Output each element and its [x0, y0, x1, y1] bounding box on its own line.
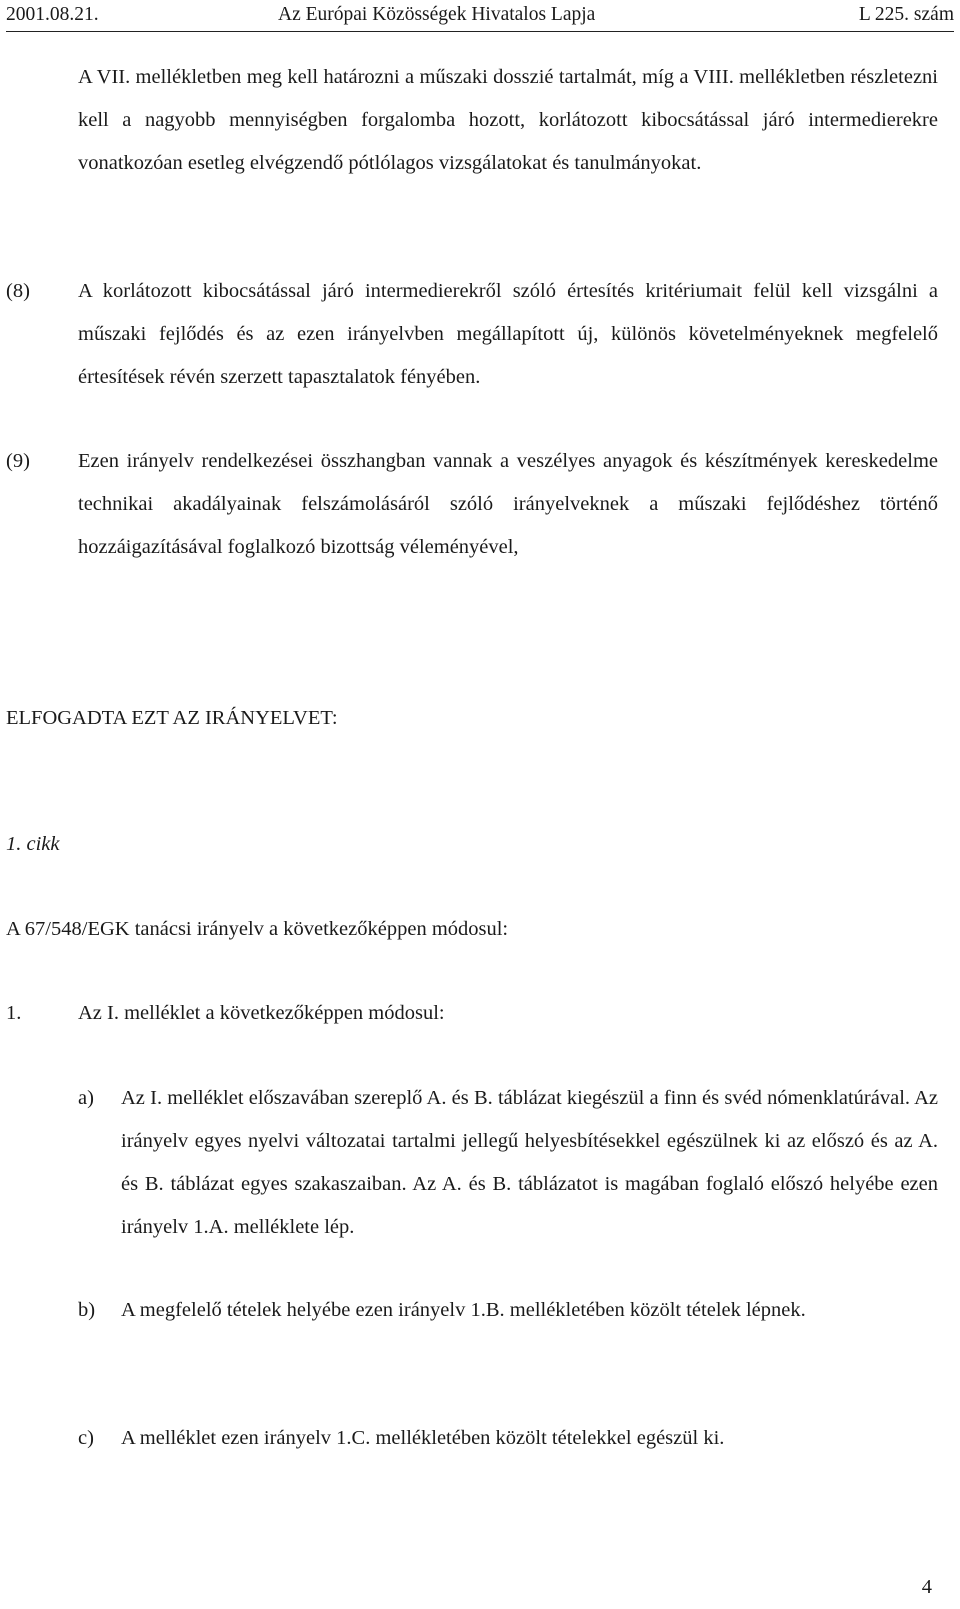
recital-9-text: Ezen irányelv rendelkezései összhangban vannak a veszélyes anyagok és készítmények kereskedelme technikai akadályainak felszámolásáról szóló irányelveknek a műszaki fejlődéshez történő hozzáigazításával foglalkozó bizottság véleményével, — [78, 450, 938, 558]
header-issue-number: L 225. szám — [858, 4, 954, 25]
item-c-label: c) — [78, 1427, 94, 1449]
item-b-text: A megfelelő tételek helyébe ezen irányelv 1.B. mellékletében közölt tételek lépnek. — [121, 1299, 806, 1321]
recital-9-number: (9) — [6, 450, 30, 472]
header-date: 2001.08.21. — [6, 4, 99, 25]
article-heading: 1. cikk — [6, 833, 60, 855]
header-journal-title: Az Európai Közösségek Hivatalos Lapja — [278, 4, 596, 25]
point-1-number: 1. — [6, 1002, 22, 1024]
page-number: 4 — [921, 1576, 932, 1598]
item-a-text: Az I. melléklet előszavában szereplő A. és B. táblázat kiegészül a finn és svéd nómenklatúrával. Az irányelv egyes nyelvi változatai tartalmi jellegű helyesbítésekkel egészülnek ki az előszó és az A. és B. táblázat egyes szakaszaiban. Az A. és B. táblázatot is magában foglaló előszó helyébe ezen irányelv 1.A. melléklete lép. — [121, 1087, 938, 1238]
item-a-label: a) — [78, 1087, 94, 1109]
page-header — [6, 3, 954, 32]
recital-8-text: A korlátozott kibocsátással járó intermedierekről szóló értesítés kritériumait felül kell vizsgálni a műszaki fejlődés és az ezen irányelvben megállapított új, különös követelményeknek megfelelő értesítések révén szerzett tapasztalatok fényében. — [78, 280, 938, 388]
recital-8-number: (8) — [6, 280, 30, 302]
point-1-text: Az I. melléklet a következőképpen módosul: — [78, 1002, 445, 1024]
item-b-label: b) — [78, 1299, 96, 1321]
adopted-statement: ELFOGADTA EZT AZ IRÁNYELVET: — [6, 707, 338, 729]
intro-paragraph: A VII. mellékletben meg kell határozni a műszaki dosszié tartalmát, míg a VIII. mellékletben részletezni kell a nagyobb mennyiségben forgalomba hozott, korlátozott kibocsátással járó intermedierekre vonatkozóan esetleg elvégzendő pótlólagos vizsgálatokat és tanulmányokat. — [78, 66, 938, 174]
article-intro: A 67/548/EGK tanácsi irányelv a következőképpen módosul: — [6, 918, 509, 940]
item-c-text: A melléklet ezen irányelv 1.C. mellékletében közölt tételekkel egészül ki. — [121, 1427, 725, 1449]
